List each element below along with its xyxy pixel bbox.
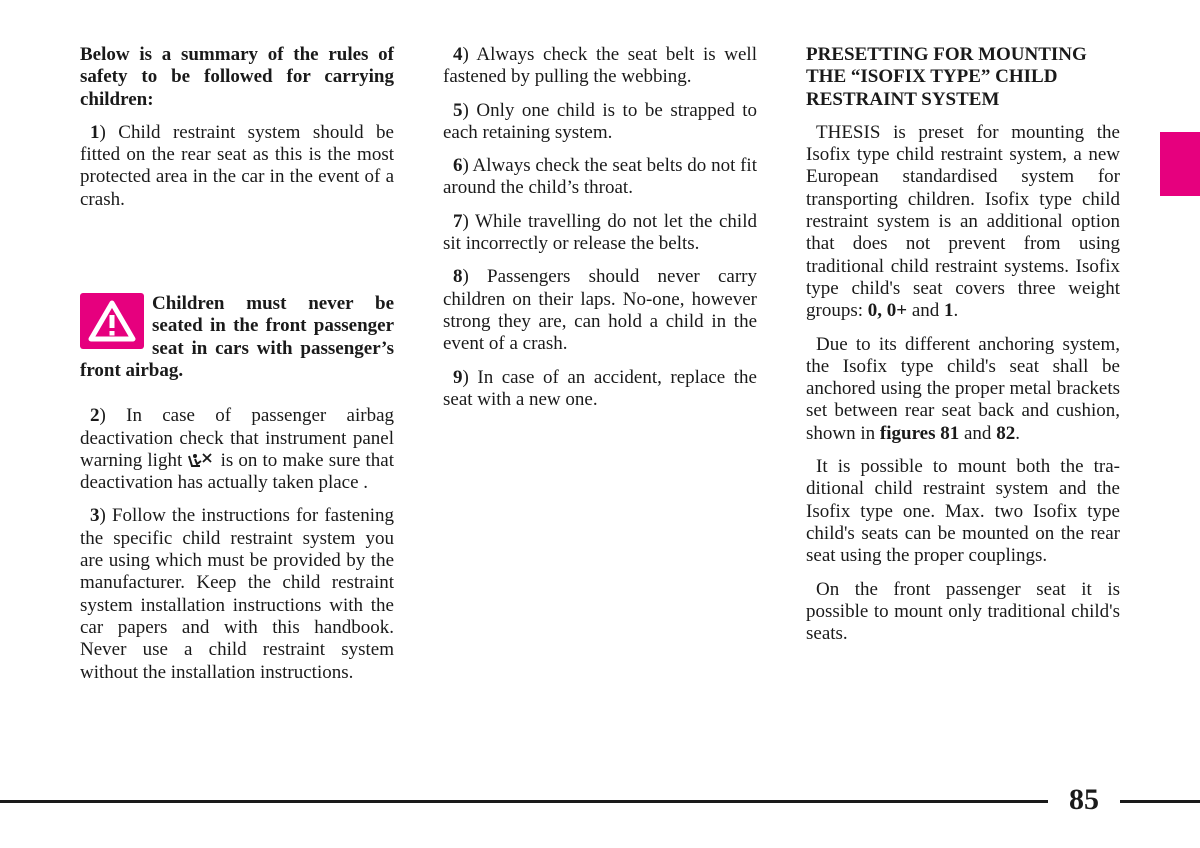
rule-item-1 [80, 122, 394, 211]
item-number: 2 [90, 405, 100, 427]
item-text: ) Child restraint system should be fitted on the rear seat as this is the most protected area in the car in the event of a crash. [80, 121, 394, 210]
column-right [806, 44, 1120, 656]
rule-item-8 [443, 266, 757, 355]
paragraph-text: THESIS is preset for mounting the Isofix type child restraint system, a new European standardised system for transporting children. Isofix type child restraint system is an additional option that does not prevent from using traditional child restraint systems. Isofix type child's seat covers three weight groups: [806, 121, 1120, 322]
paragraph-text: and [959, 422, 997, 444]
item-text: ) Passengers should never carry children on their laps. No-one, however strong they are, can hold a child in the event of a crash. [443, 266, 757, 355]
section-heading: PRESETTING FOR MOUNTING THE “ISOFIX TYPE” CHILD RESTRAINT SYSTEM [806, 44, 1087, 110]
item-text: ) In case of an accident, replace the seat with a new one. [443, 366, 757, 410]
paragraph-text: . [953, 300, 959, 322]
rule-item-4 [443, 44, 757, 89]
isofix-paragraph-3: It is possible to mount both the traditional child restraint system and the Isofix type one. Max. two Isofix type child's seats can be mounted on the rear seat using the proper couplings. [806, 456, 1120, 567]
item-number: 6 [453, 155, 463, 177]
item-text: ) Only one child is to be strapped to each retaining system. [443, 99, 757, 143]
item-text: is on to make sure that deactivation has actually taken place . [80, 449, 395, 494]
isofix-paragraph-4: On the front passenger seat it is possible to mount only traditional child's seats. [806, 578, 1120, 645]
item-number: 8 [453, 266, 463, 288]
item-number: 4 [453, 44, 463, 65]
item-text: ) Always check the seat belt is well fastened by pulling the webbing. [443, 44, 757, 88]
item-number: 3 [90, 505, 100, 527]
column-middle [443, 44, 757, 422]
rule-item-6 [443, 155, 757, 200]
section-tab-marker [1160, 132, 1200, 196]
intro-text: Below is a summary of the rules of safety to be followed for carrying children: [80, 44, 394, 110]
paragraph-text: Due to its different anchoring system, the Isofix type child's seat shall be anchored using the proper metal brackets set between rear seat back and cushion, shown in [806, 333, 1120, 444]
isofix-paragraph-1 [806, 122, 1120, 323]
passenger-airbag-off-icon [187, 451, 215, 469]
item-number: 9 [453, 366, 463, 388]
page-number: 85 [1069, 783, 1099, 816]
item-text: ) While travelling do not let the child sit incorrectly or release the belts. [443, 210, 757, 255]
item-text: ) Follow the instructions for fastening the specific child restraint system you are using which must be provided by the manufacturer. Keep the child restraint system installation instructions with the car papers and with this handbook. Never use a child restraint system without the installation instructions. [80, 505, 394, 683]
isofix-paragraph-2 [806, 334, 1120, 445]
figure-reference: 82 [996, 422, 1016, 444]
paragraph-text: . [1015, 422, 1020, 444]
item-text: ) Always check the seat belts do not fit around the child’s throat. [443, 155, 757, 199]
weight-groups: 0, 0+ [867, 300, 908, 322]
airbag-warning [80, 293, 394, 382]
rule-item-7 [443, 211, 757, 256]
footer-rule-right [1120, 800, 1200, 803]
rule-item-9 [443, 367, 757, 412]
item-number: 7 [453, 210, 463, 232]
rule-item-2 [80, 405, 394, 494]
rule-item-5 [443, 100, 757, 145]
figure-reference: figures 81 [879, 422, 960, 444]
rule-item-3 [80, 505, 394, 683]
footer-rule-left [0, 800, 1048, 803]
item-text: ) In case of passenger airbag deactivation check that instrument panel warning light [80, 405, 394, 471]
item-number: 5 [453, 99, 463, 121]
item-number: 1 [90, 121, 100, 143]
warning-text: Children must never be seated in the front passenger seat in cars with passenger’s front airbag. [80, 293, 394, 381]
paragraph-text: and [907, 300, 945, 322]
warning-triangle-icon [80, 293, 144, 349]
column-left [80, 44, 394, 695]
weight-group: 1 [944, 300, 954, 322]
